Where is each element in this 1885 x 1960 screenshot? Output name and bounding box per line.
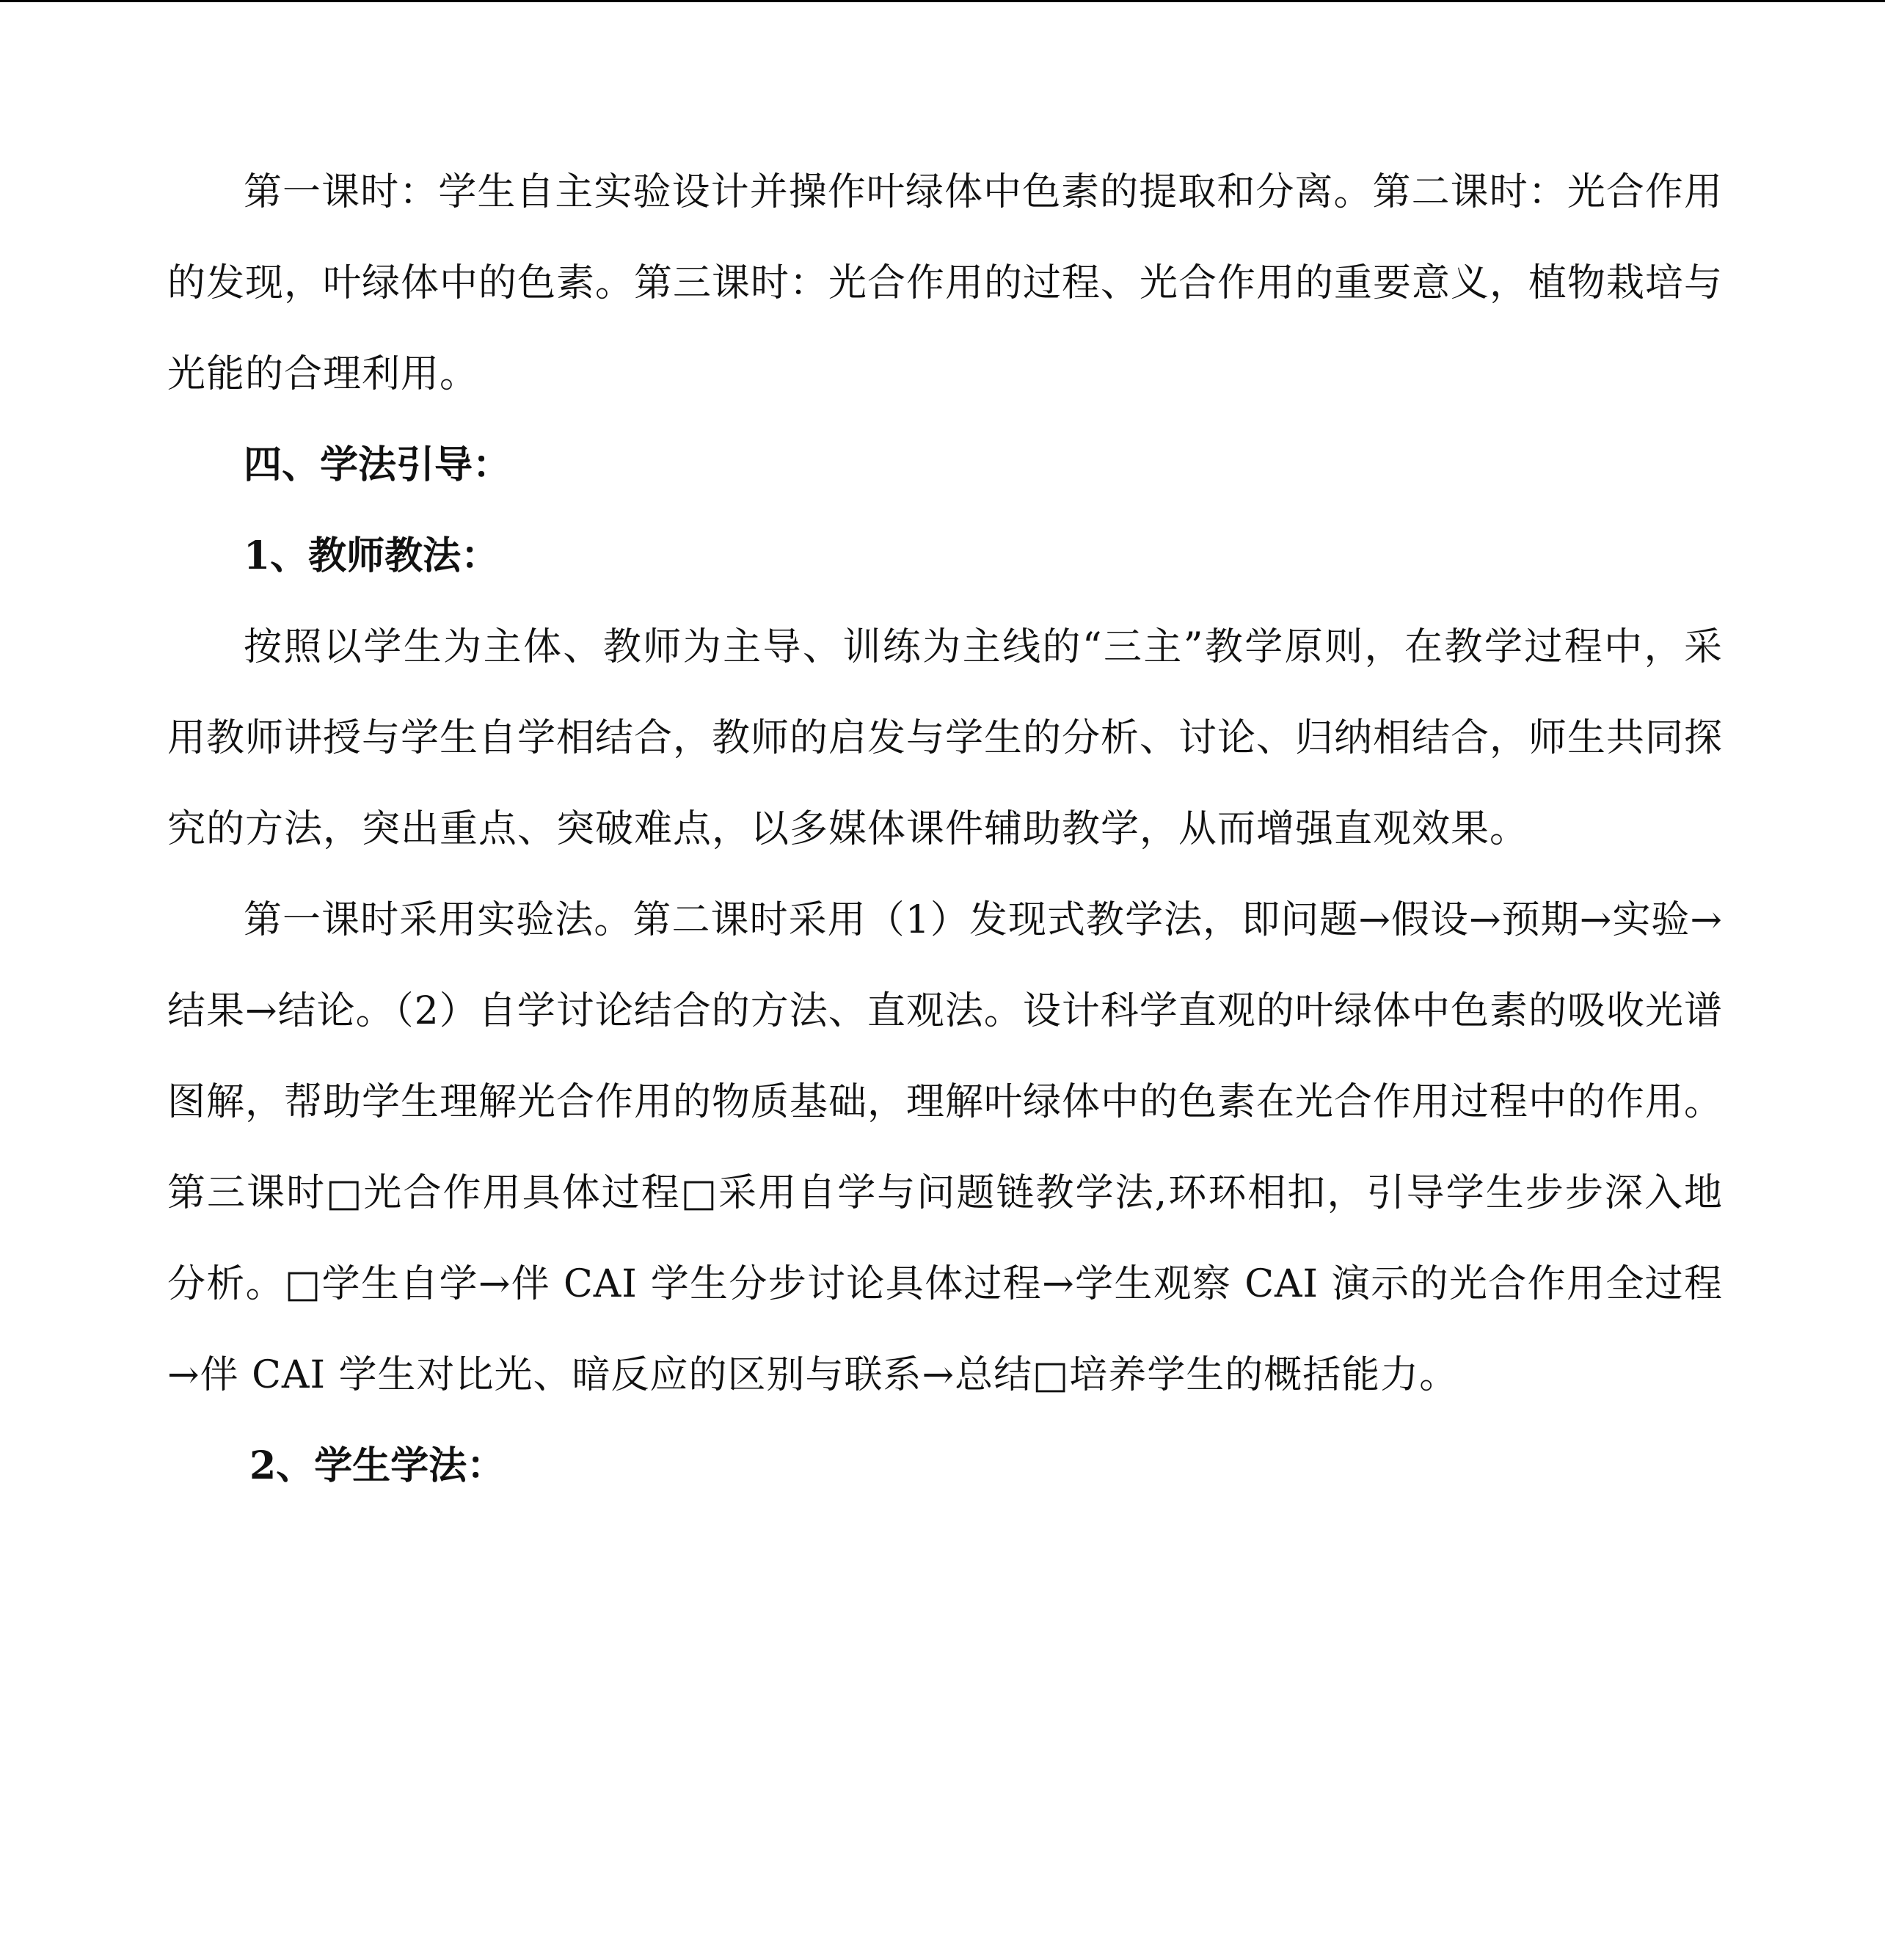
paragraph-lesson-schedule: 第一课时：学生自主实验设计并操作叶绿体中色素的提取和分离。第二课时：光合作用的发现，叶绿体中的色素。第三课时：光合作用的过程、光合作用的重要意义，植物栽培与光能的合理利用。 bbox=[167, 170, 1724, 396]
paragraph-lesson-methods: 第一课时采用实验法。第二课时采用（1）发现式教学法，即问题→假设→预期→实验→结果→结论。（2）自学讨论结合的方法、直观法。设计科学直观的叶绿体中色素的吸收光谱图解，帮助学生理解光合作用的物质基础，理解叶绿体中的色素在光合作用过程中的作用。第三课时□光合作用具体过程□采用自学与问题链教学法,环环相扣，引导学生步步深入地分析。□学生自学→伴 CAI 学生分步讨论具体过程→学生观察 CAI 演示的光合作用全过程→伴 CAI 学生对比光、暗反应的区别与联系→总结□培养学生的概括能力。 bbox=[167, 898, 1724, 1397]
paragraph-teaching-principle: 按照以学生为主体、教师为主导、训练为主线的“三主”教学原则，在教学过程中，采用教师讲授与学生自学相结合，教师的启发与学生的分析、讨论、归纳相结合，师生共同探究的方法，突出重点、突破难点，以多媒体课件辅助教学，从而增强直观效果。 bbox=[167, 625, 1724, 851]
document-page bbox=[167, 147, 1723, 1512]
subheading-student-methods: 2、学生学法： bbox=[249, 1443, 506, 1488]
subheading-teacher-methods: 1、教师教法： bbox=[244, 533, 500, 578]
page-top-border bbox=[0, 0, 1885, 2]
section-heading-study-guidance: 四、学法引导： bbox=[244, 442, 511, 487]
